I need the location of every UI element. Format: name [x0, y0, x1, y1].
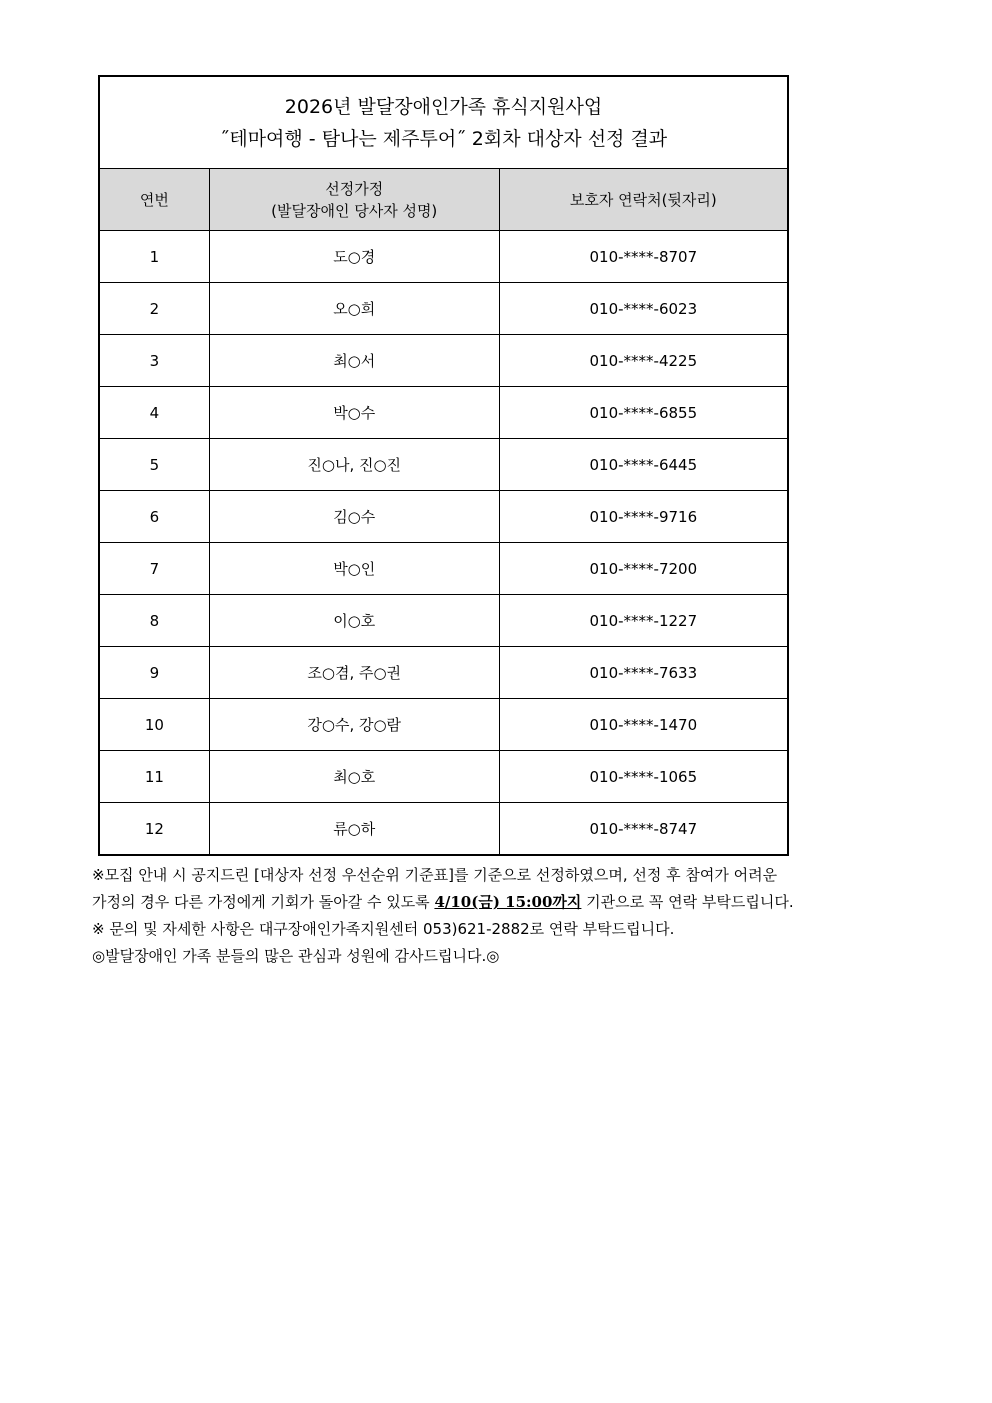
family-name-cell: 최○호 [209, 751, 499, 803]
row-number-cell: 8 [99, 595, 209, 647]
header-family-line-1: 선정가정 [325, 179, 384, 198]
row-number-cell: 4 [99, 387, 209, 439]
row-number-cell: 3 [99, 335, 209, 387]
note-line-1: ※모집 안내 시 공지드린 [대상자 선정 우선순위 기준표]를 기준으로 선정하였으며, 선정 후 참여가 어려운 [92, 866, 778, 884]
row-number-cell: 9 [99, 647, 209, 699]
table-row [99, 231, 788, 283]
title-line-2: ˝테마여행 - 탐나는 제주투어˝ 2회차 대상자 선정 결과 [219, 127, 668, 150]
header-phone: 보호자 연락처(뒷자리) [499, 169, 788, 231]
row-number-cell: 6 [99, 491, 209, 543]
table-row [99, 543, 788, 595]
family-name-cell: 이○호 [209, 595, 499, 647]
note-line-2-before: 가정의 경우 다른 가정에게 기회가 돌아갈 수 있도록 [92, 893, 435, 911]
table-row [99, 647, 788, 699]
family-name-cell: 박○인 [209, 543, 499, 595]
guardian-phone-cell: 010-****-6023 [499, 283, 788, 335]
guardian-phone-cell: 010-****-4225 [499, 335, 788, 387]
row-number-cell: 2 [99, 283, 209, 335]
family-name-cell: 김○수 [209, 491, 499, 543]
title-line-1: 2026년 발달장애인가족 휴식지원사업 [284, 95, 603, 118]
table-row [99, 595, 788, 647]
guardian-phone-cell: 010-****-1470 [499, 699, 788, 751]
table-row [99, 699, 788, 751]
table-row [99, 283, 788, 335]
family-name-cell: 오○희 [209, 283, 499, 335]
family-name-cell: 도○경 [209, 231, 499, 283]
table-row [99, 491, 788, 543]
table-row [99, 335, 788, 387]
table-header-row [99, 169, 788, 231]
deadline-text: 4/10(금) 15:00까지 [434, 893, 582, 911]
family-name-cell: 박○수 [209, 387, 499, 439]
guardian-phone-cell: 010-****-9716 [499, 491, 788, 543]
header-no: 연번 [99, 169, 209, 231]
note-line-2 [92, 889, 902, 916]
guardian-phone-cell: 010-****-1227 [499, 595, 788, 647]
guardian-phone-cell: 010-****-7200 [499, 543, 788, 595]
family-name-cell: 조○겸, 주○권 [209, 647, 499, 699]
row-number-cell: 11 [99, 751, 209, 803]
guardian-phone-cell: 010-****-1065 [499, 751, 788, 803]
row-number-cell: 5 [99, 439, 209, 491]
note-line-2-after: 기관으로 꼭 연락 부탁드립니다. [581, 893, 794, 911]
header-family-line-2: (발달장애인 당사자 성명) [271, 201, 438, 220]
table-row [99, 439, 788, 491]
row-number-cell: 12 [99, 803, 209, 856]
guardian-phone-cell: 010-****-8707 [499, 231, 788, 283]
table-body [99, 231, 788, 856]
selection-result-table [98, 75, 789, 856]
table-row [99, 803, 788, 856]
family-name-cell: 강○수, 강○람 [209, 699, 499, 751]
row-number-cell: 7 [99, 543, 209, 595]
document-title [99, 76, 788, 169]
guardian-phone-cell: 010-****-8747 [499, 803, 788, 856]
row-number-cell: 1 [99, 231, 209, 283]
header-family [209, 169, 499, 231]
table-row [99, 387, 788, 439]
family-name-cell: 진○나, 진○진 [209, 439, 499, 491]
notes-section [92, 862, 902, 970]
guardian-phone-cell: 010-****-6445 [499, 439, 788, 491]
family-name-cell: 최○서 [209, 335, 499, 387]
guardian-phone-cell: 010-****-7633 [499, 647, 788, 699]
note-line-3: ※ 문의 및 자세한 사항은 대구장애인가족지원센터 053)621-2882로 연락 부탁드립니다. [92, 920, 675, 938]
row-number-cell: 10 [99, 699, 209, 751]
note-line-4: ◎발달장애인 가족 분들의 많은 관심과 성원에 감사드립니다.◎ [92, 947, 500, 965]
family-name-cell: 류○하 [209, 803, 499, 856]
title-row [99, 76, 788, 169]
guardian-phone-cell: 010-****-6855 [499, 387, 788, 439]
table-row [99, 751, 788, 803]
